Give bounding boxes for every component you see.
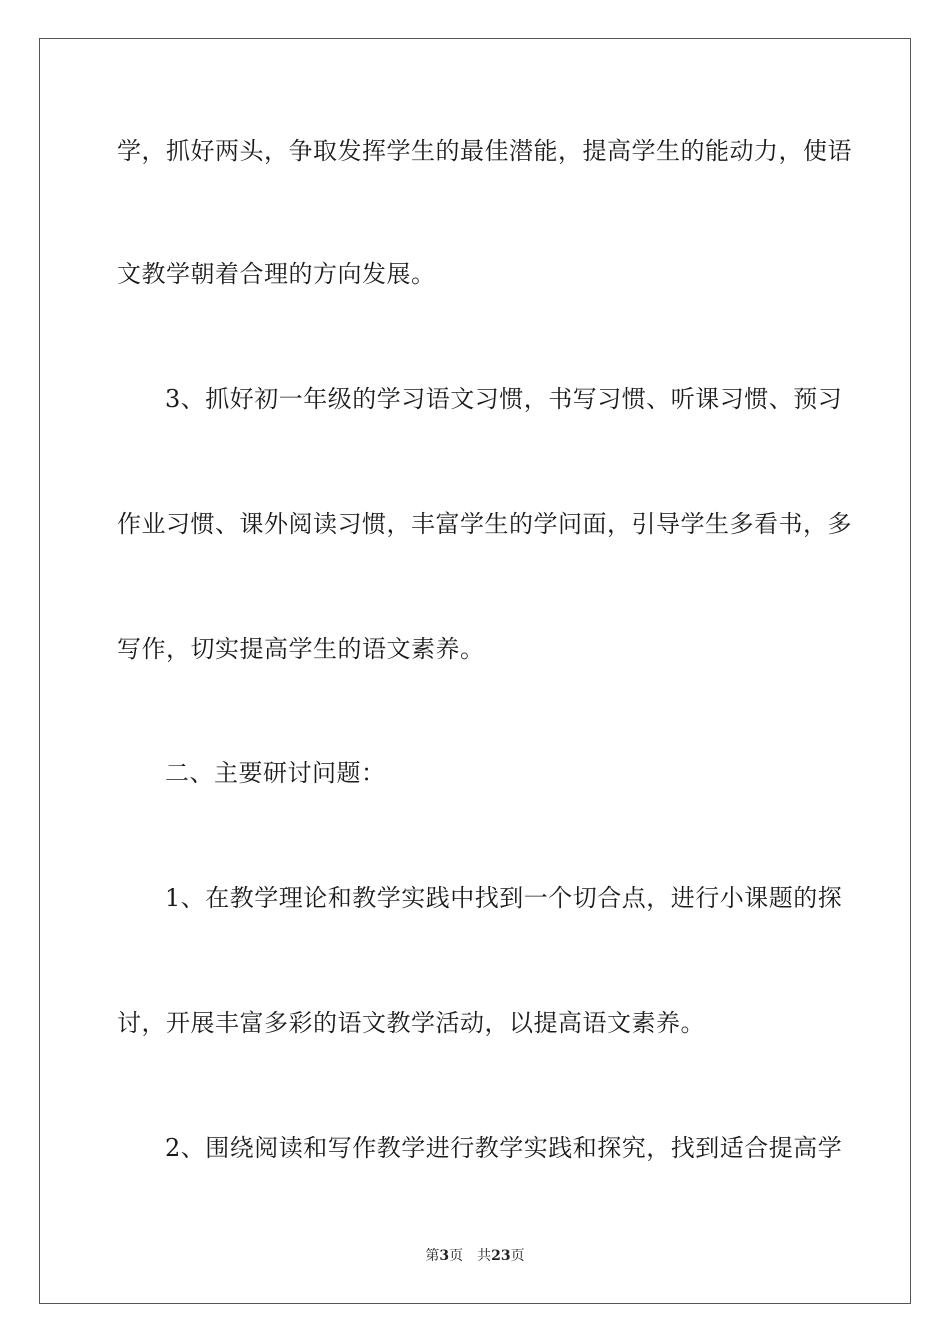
- page-suffix: 页: [449, 1248, 464, 1264]
- text-line-4: 作业习惯、课外阅读习惯，丰富学生的学问面，引导学生多看书，多: [117, 510, 852, 538]
- total-prefix: 共: [477, 1248, 492, 1264]
- text-line-3: 3、抓好初一年级的学习语文习惯，书写习惯、听课习惯、预习: [165, 385, 843, 413]
- page-footer: [0, 1246, 950, 1266]
- page-prefix: 第: [425, 1248, 440, 1264]
- text-line-8: 讨，开展丰富多彩的语文教学活动，以提高语文素养。: [117, 1009, 705, 1037]
- text-line-9: 2、围绕阅读和写作教学进行教学实践和探究，找到适合提高学: [165, 1134, 843, 1162]
- page-border: [39, 38, 911, 1304]
- text-line-2: 文教学朝着合理的方向发展。: [117, 260, 436, 288]
- section-heading: 二、主要研讨问题：: [165, 759, 386, 787]
- text-line-1: 学，抓好两头，争取发挥学生的最佳潜能，提高学生的能动力，使语: [117, 137, 852, 165]
- page-number: 3: [439, 1248, 450, 1264]
- text-line-7: 1、在教学理论和教学实践中找到一个切合点，进行小课题的探: [165, 884, 843, 912]
- total-suffix: 页: [510, 1248, 525, 1264]
- total-pages: 23: [491, 1248, 511, 1264]
- text-line-5: 写作，切实提高学生的语文素养。: [117, 635, 485, 663]
